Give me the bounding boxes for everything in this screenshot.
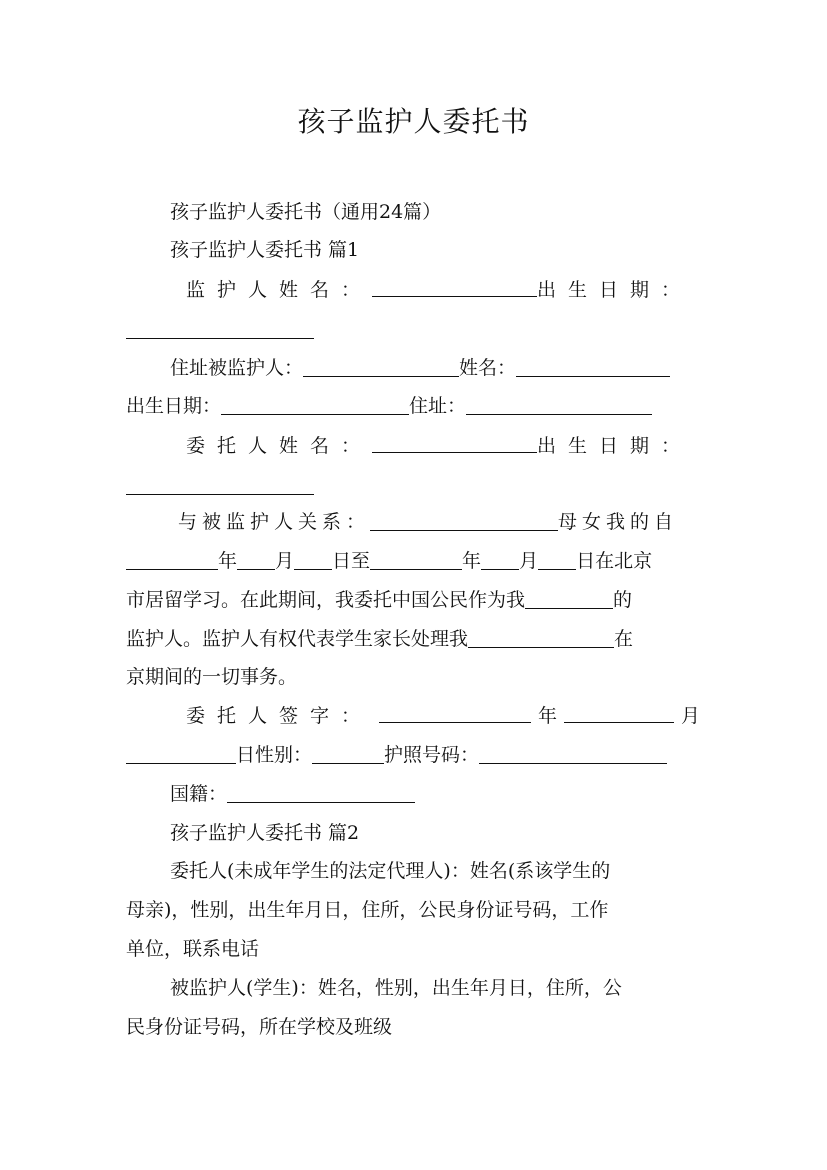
document-title: 孩子监护人委托书: [297, 105, 530, 138]
start-month-label: 月: [275, 550, 295, 572]
end-month-label: 月: [519, 550, 539, 572]
ward-name-blank: [516, 358, 670, 377]
principal-dob-blank-row: [126, 474, 314, 498]
principal-name-label: 委托人姓名：: [186, 435, 373, 457]
principal-row: [186, 434, 692, 458]
day-to-label: 日至: [332, 550, 371, 572]
relation-row: [178, 510, 678, 534]
p2-line1: 委托人(未成年学生的法定代理人)：姓名(系该学生的: [170, 860, 611, 882]
guardian-row: [186, 278, 692, 302]
date-range-row: [126, 549, 652, 573]
signature-row: [186, 704, 700, 728]
start-year-blank: [126, 551, 218, 570]
guardian-name-label: 监护人姓名：: [186, 279, 373, 301]
end-day-blank: [538, 551, 576, 570]
principal-name-blank: [372, 434, 537, 453]
para-line4-text: 监护人。监护人有权代表学生家长处理我: [126, 628, 469, 650]
dob-blank: [126, 320, 314, 339]
signature-month-label: 月: [680, 705, 700, 727]
day-gender-label: 日性别：: [236, 744, 313, 766]
address-ward-blank: [303, 358, 459, 377]
nationality-row: [170, 782, 415, 806]
ward-name-label: 姓名：: [459, 357, 517, 379]
part2-heading: 孩子监护人委托书 篇2: [170, 822, 360, 844]
dob-blank-row: [126, 318, 314, 342]
relation-label: 与被监护人关系：: [178, 511, 371, 533]
ward-address-blank: [466, 396, 652, 415]
end-month-blank: [481, 551, 519, 570]
signature-year-blank: [564, 704, 674, 723]
nationality-blank: [227, 784, 415, 803]
ward-dob-label: 出生日期：: [126, 395, 222, 417]
p2-line3: 单位，联系电话: [126, 938, 260, 960]
relation-suffix: 母女我的自: [558, 511, 679, 533]
start-month-blank: [237, 551, 275, 570]
nationality-label: 国籍：: [170, 783, 228, 805]
relation-blank: [370, 512, 558, 531]
part1-heading: 孩子监护人委托书 篇1: [170, 239, 360, 261]
start-year-label: 年: [218, 550, 238, 572]
guardian-name-blank: [372, 278, 537, 297]
gender-passport-row: [126, 743, 667, 767]
principal-dob-label: 出生日期：: [536, 435, 692, 457]
p2-line5: 民身份证号码，所在学校及班级: [126, 1016, 393, 1038]
gender-blank: [312, 745, 384, 764]
para-line4-end: 在: [614, 628, 634, 650]
intro-line: 孩子监护人委托书（通用24篇）: [170, 201, 442, 223]
start-day-blank: [294, 551, 332, 570]
ward-address-label: 住址：: [409, 395, 467, 417]
para-line3-end: 的: [613, 589, 633, 611]
ward-dob-blank: [221, 396, 409, 415]
principal-dob-blank: [126, 476, 314, 495]
ward-dob-row: [126, 394, 652, 418]
affairs-blank: [468, 629, 614, 648]
signature-blank: [379, 704, 531, 723]
signature-year-label: 年: [537, 705, 557, 727]
p2-line4: 被监护人(学生)：姓名，性别，出生年月日，住所，公: [170, 977, 622, 999]
day-in-label: 日在北京: [576, 550, 653, 572]
dob-label: 出生日期：: [536, 279, 692, 301]
p2-line2: 母亲)，性别，出生年月日，住所，公民身份证号码，工作: [126, 899, 609, 921]
end-year-label: 年: [462, 550, 482, 572]
para-line3-text: 市居留学习。在此期间，我委托中国公民作为我: [126, 589, 526, 611]
paragraph-line-4: [126, 627, 633, 651]
passport-blank: [479, 745, 667, 764]
signature-day-blank: [126, 745, 236, 764]
signature-label: 委托人签字：: [186, 705, 373, 727]
paragraph-line-3: [126, 588, 632, 612]
guardian-citizen-blank: [525, 590, 613, 609]
address-ward-row: [170, 356, 670, 380]
paragraph-line-5: 京期间的一切事务。: [126, 666, 298, 688]
address-ward-label: 住址被监护人：: [170, 357, 304, 379]
end-year-blank: [370, 551, 462, 570]
passport-label: 护照号码：: [384, 744, 480, 766]
